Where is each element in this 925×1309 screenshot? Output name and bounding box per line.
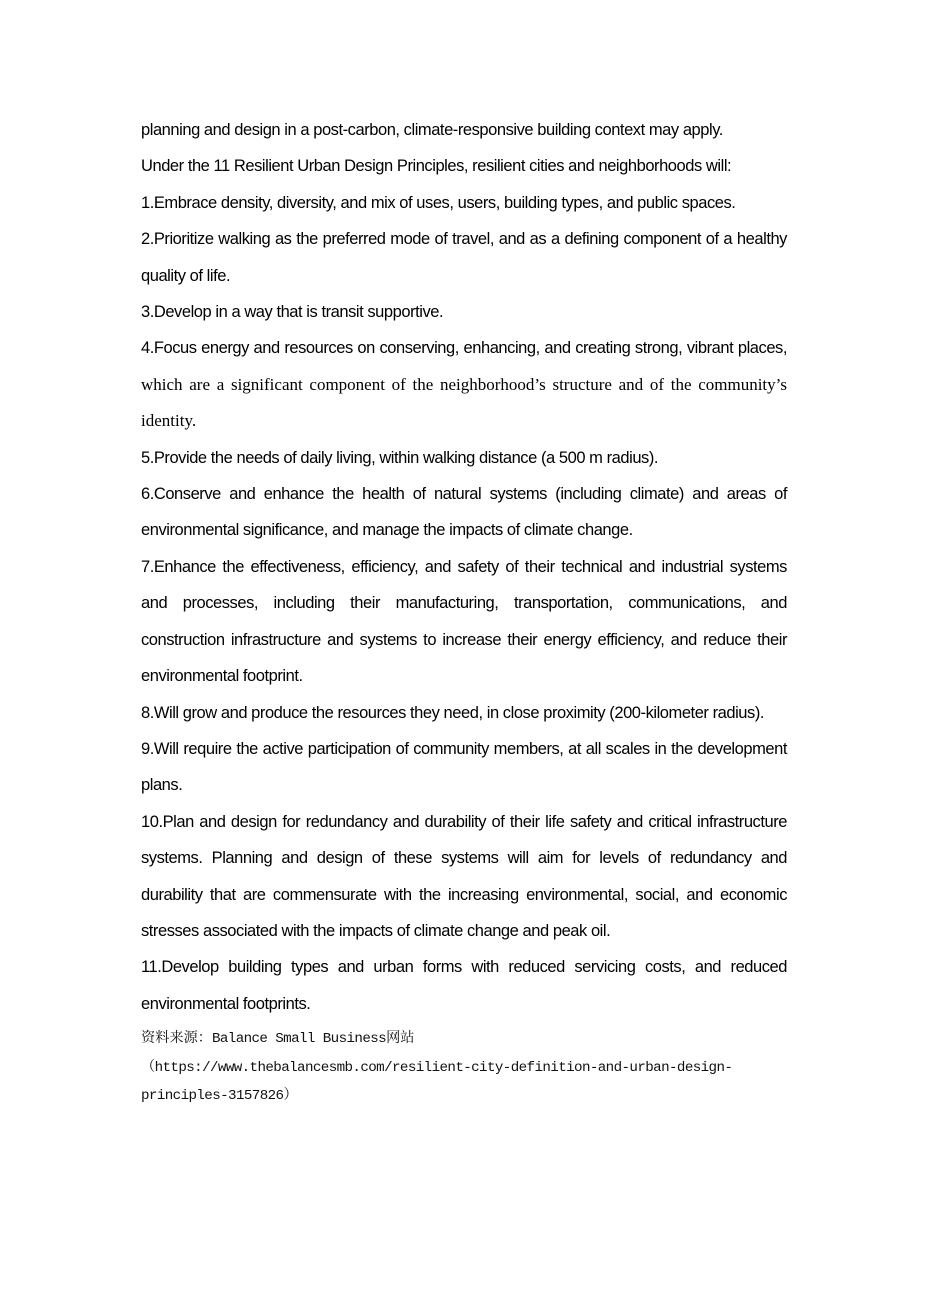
principle-7: 7.Enhance the effectiveness, efficiency, and safety of their technical and industrial systems and processes, including their manufacturing, transportation, communications, and construction infrastructure and systems to increase their energy efficiency, and reduce their environmental footprint. — [141, 557, 787, 686]
source-citation — [141, 1024, 787, 1111]
intro-line-1: planning and design in a post-carbon, climate-responsive building context may apply. — [141, 121, 723, 139]
principle-4-sans: 4.Focus energy and resources on conserving, enhancing, and creating strong, vibrant places, — [141, 339, 787, 358]
principle-2: 2.Prioritize walking as the preferred mode of travel, and as a defining component of a healthy quality of life. — [141, 230, 787, 285]
source-label: 资料来源： — [141, 1030, 212, 1047]
principle-5: 5.Provide the needs of daily living, within walking distance (a 500 m radius). — [141, 448, 659, 467]
principle-10: 10.Plan and design for redundancy and durability of their life safety and critical infrastructure systems. Planning and design of these systems will aim for levels of redundancy and durability that are commensurate with the increasing environmental, social, and economic stresses associated with the impacts of climate change and peak oil. — [141, 812, 787, 940]
principle-8: 8.Will grow and produce the resources they need, in close proximity (200-kilometer radius). — [141, 703, 765, 722]
source-url: （https://www.thebalancesmb.com/resilient-city-definition-and-urban-design-principles-3157826） — [141, 1059, 733, 1105]
principle-6: 6.Conserve and enhance the health of natural systems (including climate) and areas of environmental significance, and manage the impacts of climate change. — [141, 485, 787, 540]
principle-4-serif-tail: which are a significant component of the neighborhood’s structure and of the community’s identity. — [141, 374, 787, 431]
principle-9: 9.Will require the active participation of community members, at all scales in the development plans. — [141, 739, 787, 795]
principle-1: 1.Embrace density, diversity, and mix of uses, users, building types, and public spaces. — [141, 193, 736, 212]
principle-4 — [141, 330, 787, 439]
principle-3: 3.Develop in a way that is transit supportive. — [141, 303, 444, 322]
intro-line-2: Under the 11 Resilient Urban Design Principles, resilient cities and neighborhoods will: — [141, 157, 732, 176]
source-suffix: 网站 — [386, 1030, 415, 1047]
document-page — [141, 112, 787, 1111]
principle-11: 11.Develop building types and urban forms with reduced servicing costs, and reduced environmental footprints. — [141, 958, 787, 1013]
source-site: Balance Small Business — [211, 1031, 387, 1048]
